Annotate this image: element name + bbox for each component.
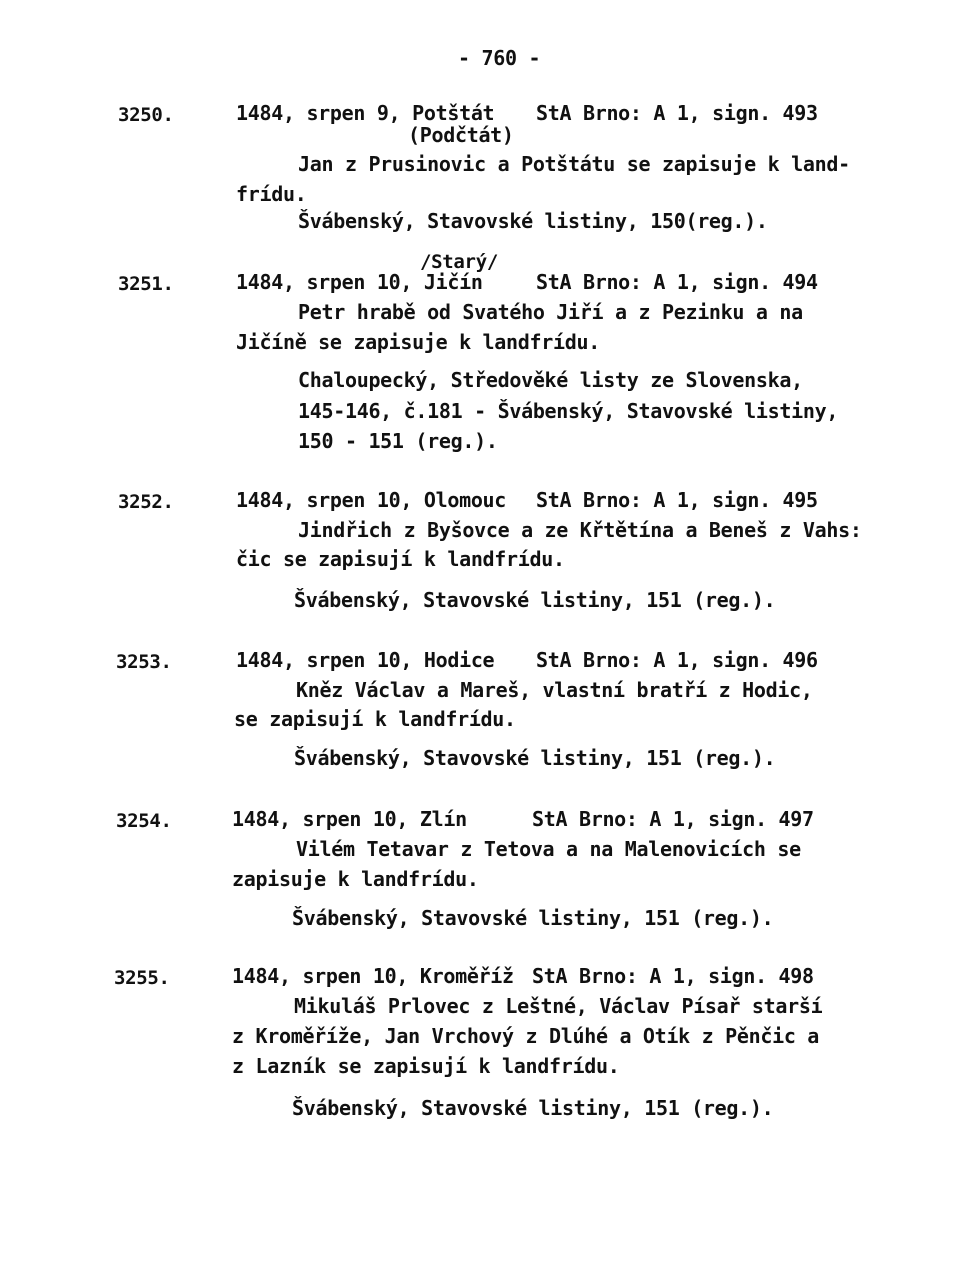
entry-text-line: Vilém Tetavar z Tetova a na Malenovicích se — [296, 837, 801, 861]
entry-literature-line: Švábenský, Stavovské listiny, 151 (reg.). — [294, 746, 776, 770]
entry-archive: StA Brno: A 1, sign. 497 — [532, 807, 814, 831]
entry-header: 1484, srpen 9, Potštát — [236, 101, 495, 125]
entry-archive: StA Brno: A 1, sign. 498 — [532, 964, 814, 988]
entry-number: 3251. — [118, 273, 174, 295]
entry-text-line: se zapisují k landfrídu. — [234, 707, 516, 731]
entry-archive: StA Brno: A 1, sign. 495 — [536, 488, 818, 512]
entry-literature-line: Švábenský, Stavovské listiny, 151 (reg.). — [292, 906, 774, 930]
entry-archive: StA Brno: A 1, sign. 493 — [536, 101, 818, 125]
entry-text-line: čic se zapisují k landfrídu. — [236, 547, 565, 571]
entry-literature-line: 150 - 151 (reg.). — [298, 429, 498, 453]
entry-text-line: Jan z Prusinovic a Potštátu se zapisuje k land- — [298, 152, 850, 176]
entry-literature-line: Chaloupecký, Středověké listy ze Slovenska, — [298, 368, 803, 392]
entry-number: 3253. — [116, 651, 172, 673]
entry-literature-line: Švábenský, Stavovské listiny, 150(reg.). — [298, 209, 768, 233]
entry-number: 3250. — [118, 104, 174, 126]
entry-text-line: Kněz Václav a Mareš, vlastní bratří z Hodic, — [296, 678, 813, 702]
entry-archive: StA Brno: A 1, sign. 496 — [536, 648, 818, 672]
entry-number: 3255. — [114, 967, 170, 989]
entry-text-line: Mikuláš Prlovec z Leštné, Václav Písař starší — [294, 994, 823, 1018]
entry-number: 3254. — [116, 810, 172, 832]
entry-text-line: zapisuje k landfrídu. — [232, 867, 479, 891]
entry-text-line: Jičíně se zapisuje k landfrídu. — [236, 330, 600, 354]
entry-header: 1484, srpen 10, Olomouc — [236, 488, 507, 512]
entry-text-line: z Kroměříže, Jan Vrchový z Dlúhé a Otík z Pěnčic a — [232, 1024, 820, 1048]
entry-header: 1484, srpen 10, Kroměříž — [232, 964, 514, 988]
entry-header: 1484, srpen 10, Hodice — [236, 648, 495, 672]
page-number: - 760 - — [458, 46, 541, 70]
entry-literature-line: Švábenský, Stavovské listiny, 151 (reg.). — [292, 1096, 774, 1120]
entry-archive: StA Brno: A 1, sign. 494 — [536, 270, 818, 294]
entry-number: 3252. — [118, 491, 174, 513]
entry-literature-line: Švábenský, Stavovské listiny, 151 (reg.). — [294, 588, 776, 612]
entry-header: 1484, srpen 10, Zlín — [232, 807, 467, 831]
entry-text-line: Jindřich z Byšovce a ze Křtětína a Beneš z Vahs: — [298, 518, 862, 542]
entry-variant: /Starý/ — [420, 251, 498, 273]
entry-variant: (Podčtát) — [408, 123, 514, 147]
entry-text-line: Petr hrabě od Svatého Jiří a z Pezinku a na — [298, 300, 803, 324]
entry-literature-line: 145-146, č.181 - Švábenský, Stavovské listiny, — [298, 399, 839, 423]
entry-text-line: frídu. — [236, 182, 307, 206]
entry-text-line: z Lazník se zapisují k landfrídu. — [232, 1054, 620, 1078]
entry-header: 1484, srpen 10, Jičín — [236, 270, 483, 294]
